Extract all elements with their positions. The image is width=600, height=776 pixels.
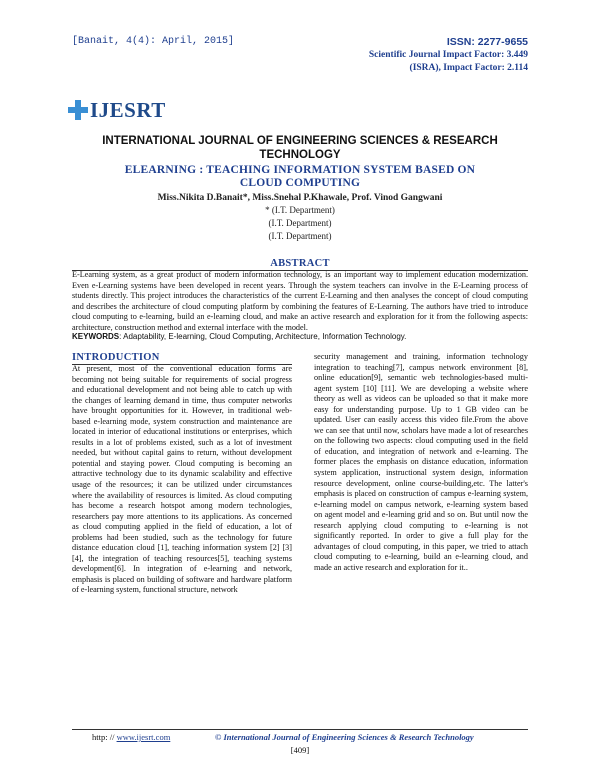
- authors: Miss.Nikita D.Banait*, Miss.Snehal P.Khawale, Prof. Vinod Gangwani: [157, 193, 443, 203]
- abstract-text: E-Learning system, as a great product of modern information technology, is an important way to implement education modernization. Even e-Learning systems have been developed in recent years. Through the system teachers can involve in the E-Learning process of students directly. This project introduces the characteristics of the current E-Learning and then analyses the concept of cloud computing and describes the architecture of cloud computing platform by combining the features of E-Learning. The authors have tried to introduce cloud computing to e-learning, build an e-learning cloud, and make an active research and exploration for it from the following aspects: architecture, construction method and external interface with the model.: [72, 270, 528, 332]
- affiliation-3: (I.T. Department): [268, 231, 332, 241]
- logo-text: IJESRT: [90, 97, 166, 122]
- abstract-heading: ABSTRACT: [270, 258, 330, 269]
- plus-icon: [68, 100, 88, 120]
- header-citation: [Banait, 4(4): April, 2015]: [72, 36, 235, 47]
- footer-rule: [72, 729, 528, 730]
- introduction-right-column: security management and training, information technology integration to teaching[7], campus network environment [8], online education[9], semantic web technologies-based multi-agent system [10] [11]. We are developing a website where theory as well as videos can be uploaded so that it make more easy for understanding purpose. Up to 1 GB video can be updated. User can easily access this video file.From the above we can see that until now, scholars have made a lot of researches on the following two aspects: cloud computing used in the field of education, and integration of network and e-learning. The former places the emphasis on distance education, information system application, instructional system design, information resource development, online course-building,etc. The latter's emphasis is placed on construction of campus e-learning system, e-learning model on campus network, e-learning system based on agent model and e-learning grid and so on. But until now the research applying cloud computing to e-learning is not significantly reported. In order to give a full play for the advantages of cloud computing, in this paper, we tried to attach cloud computing to e-learning, build an e-learning cloud, and made an active research and exploration for it..: [314, 352, 528, 572]
- issn: ISSN: 2277-9655: [446, 36, 528, 48]
- impact-factor-2: (ISRA), Impact Factor: 2.114: [409, 63, 528, 73]
- keywords-label: KEYWORDS: [72, 332, 120, 341]
- paper-title: ELEARNING : TEACHING INFORMATION SYSTEM BASED ON CLOUD COMPUTING: [124, 164, 476, 189]
- footer-url: [92, 732, 170, 742]
- affiliation-1: * (I.T. Department): [265, 205, 335, 215]
- keywords-text: : Adaptability, E-learning, Cloud Computing, Architecture, Information Technology.: [119, 332, 407, 341]
- introduction-heading: INTRODUCTION: [72, 352, 160, 363]
- header-journal-info: [369, 36, 528, 75]
- journal-logo: [68, 96, 166, 124]
- introduction-left-column: At present, most of the conventional education forms are becoming not being suitable for requirements of social progress and educational development and not being able to catch up with the changes of learning demand in time, thus computer networks have brought opportunities for it. However, in traditional web-based e-learning mode, system construction and maintenance are located in interior of educational institutions or enterprises, which results in a lot of problems existed, such as a lot of investment needed, but without capital gains to return, without development potential and staying power. Cloud computing is becoming an attractive technology due to its dynamic scalability and effective usage of the resources; it can be utilized under circumstances where the availability of resources is limited. As cloud computing has become a research hotspot among modern technologies, researchers pay more attentions to its applications. As concerned as cloud computing applied in the field of education, a lot of problems had been studied, such as the technology for future distance education cloud [1], teaching information system [2] [3] [4], the integration of teaching resources[5], teaching systems development[6]. In integration of e-learning and network, emphasis is placed on building of software and hardware platform of e-learning system, functional structure, network: [72, 364, 292, 595]
- affiliation-2: (I.T. Department): [268, 218, 332, 228]
- impact-factor-1: Scientific Journal Impact Factor: 3.449: [368, 50, 528, 60]
- website-link[interactable]: www.ijesrt.com: [116, 732, 171, 742]
- footer-url-prefix: http: //: [92, 732, 117, 742]
- page-number: [409]: [290, 745, 310, 755]
- journal-name: INTERNATIONAL JOURNAL OF ENGINEERING SCIENCES & RESEARCH TECHNOLOGY: [102, 135, 498, 161]
- keywords: [72, 332, 528, 341]
- footer-copyright: © International Journal of Engineering Sciences & Research Technology: [215, 732, 474, 742]
